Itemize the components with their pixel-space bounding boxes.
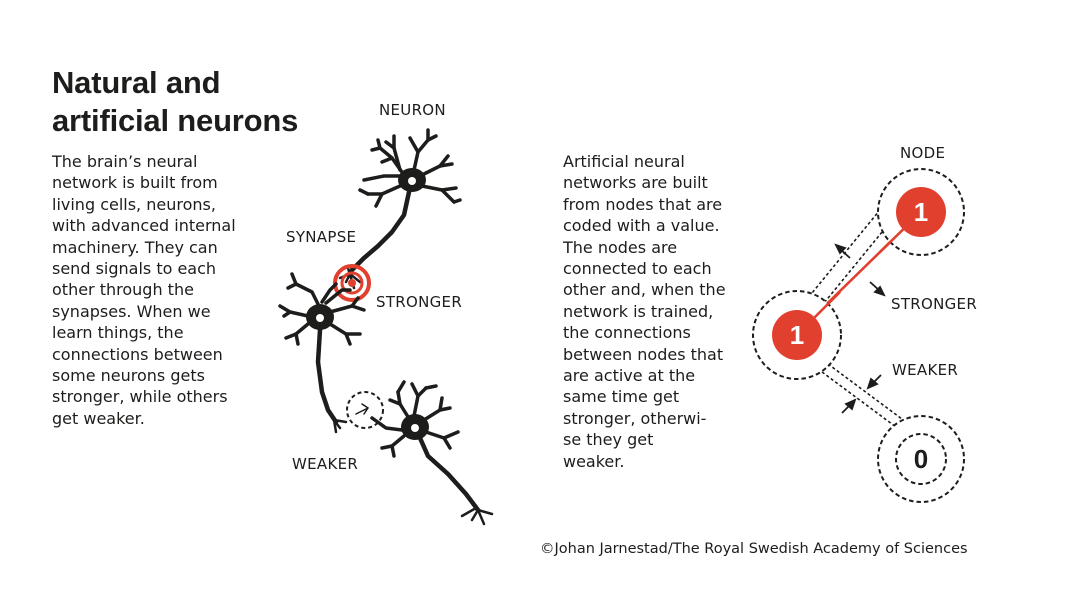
text-line: from nodes that are — [563, 194, 723, 214]
text-line: stronger, otherwi- — [563, 408, 707, 428]
neuron-middle-nucleus — [316, 314, 324, 322]
neuron-bottom-nucleus — [411, 424, 419, 432]
node-bottom-value: 0 — [913, 444, 929, 474]
image-credit: ©Johan Jarnestad/The Royal Swedish Academy of Sciences — [540, 541, 968, 557]
text-line: living cells, neurons, — [52, 194, 216, 214]
text-line: other through the — [52, 280, 194, 300]
text-line: between nodes that — [563, 344, 724, 364]
text-line: with advanced internal — [52, 216, 236, 236]
text-line: stronger, while others — [52, 387, 228, 407]
text-line: Artificial neural — [563, 152, 685, 171]
text-line: coded with a value. — [563, 216, 720, 236]
text-line: connected to each — [563, 259, 712, 279]
arrow-together-upper — [868, 375, 881, 388]
arrow-apart-upper — [836, 245, 850, 258]
title-line: artificial neurons — [52, 103, 299, 138]
neuron-top — [340, 130, 460, 288]
text-line: The brain’s neural — [52, 152, 198, 171]
label-natural-stronger: STRONGER — [376, 293, 463, 311]
text-line: network is trained, — [563, 301, 714, 321]
label-synapse: SYNAPSE — [286, 228, 357, 246]
text-line: are active at the — [563, 366, 696, 386]
neuron-top-nucleus — [408, 177, 416, 185]
arrow-together-lower — [842, 400, 855, 413]
node-top-value: 1 — [913, 197, 929, 227]
text-line: networks are built — [563, 173, 708, 193]
text-line: send signals to each — [52, 259, 217, 279]
text-line: same time get — [563, 387, 680, 407]
arrow-apart-lower — [870, 282, 884, 295]
text-line: The nodes are — [563, 237, 678, 257]
text-line: weaker. — [563, 451, 625, 471]
neuron-bottom — [372, 382, 492, 524]
text-line: learn things, the — [52, 323, 184, 343]
text-line: get weaker. — [52, 408, 145, 428]
label-natural-weaker: WEAKER — [292, 455, 359, 473]
text-line: connections between — [52, 344, 223, 364]
text-line: network is built from — [52, 173, 218, 193]
text-line: machinery. They can — [52, 237, 218, 257]
label-node: NODE — [900, 144, 946, 162]
text-line: some neurons gets — [52, 366, 205, 386]
label-neuron: NEURON — [379, 101, 446, 119]
label-artificial-stronger: STRONGER — [891, 295, 978, 313]
text-line: other and, when the — [563, 280, 726, 300]
title-line: Natural and — [52, 65, 221, 100]
text-line: the connections — [563, 323, 691, 343]
text-line: synapses. When we — [52, 301, 211, 321]
label-artificial-weaker: WEAKER — [892, 361, 959, 379]
text-line: se they get — [563, 430, 654, 450]
node-middle-value: 1 — [789, 320, 805, 350]
neuron-middle — [280, 274, 364, 432]
